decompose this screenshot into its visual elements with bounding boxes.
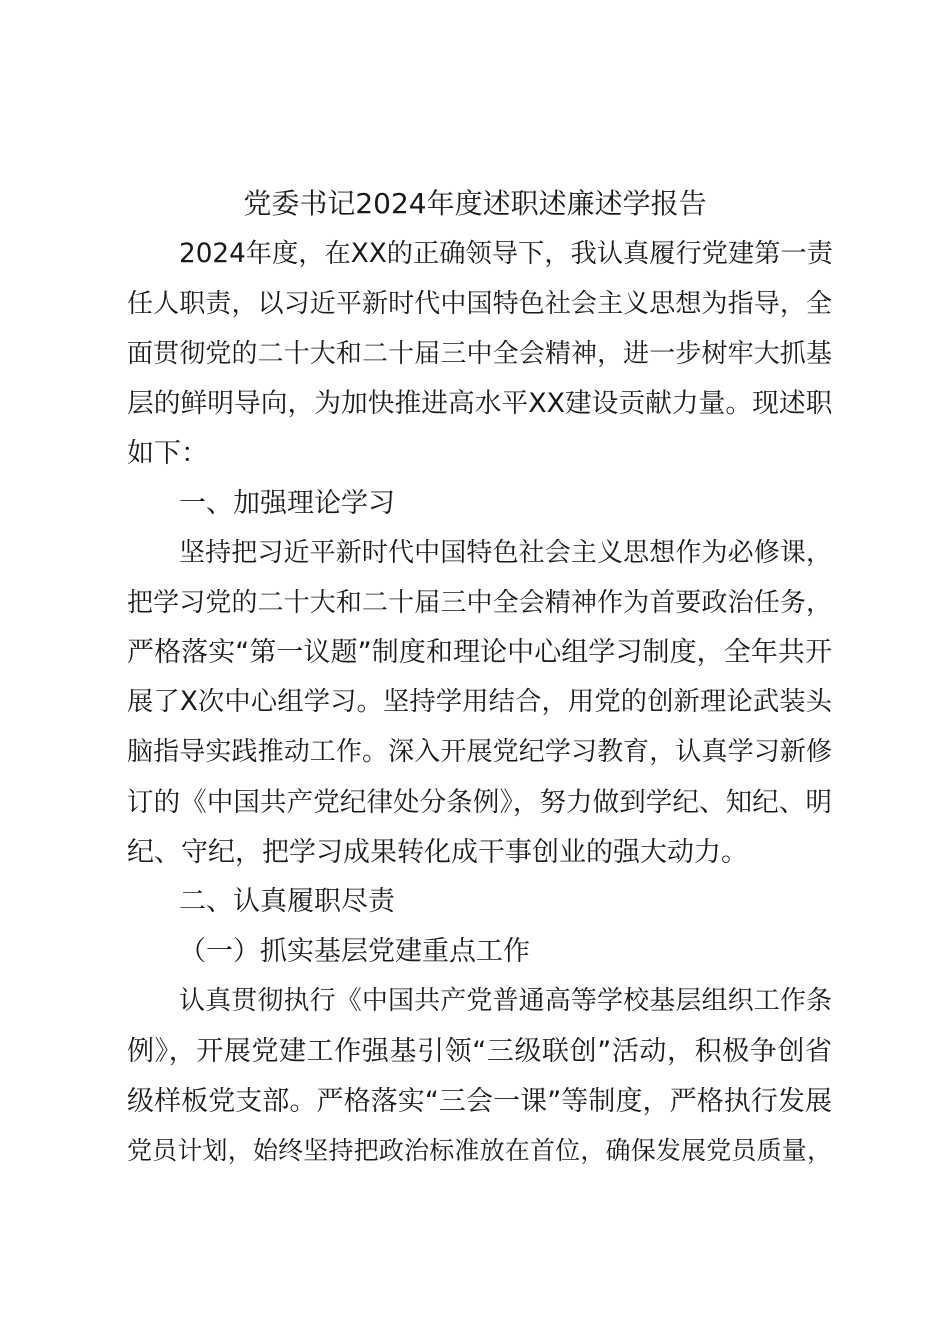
body-line: 一、加强理论学习 — [179, 487, 395, 519]
body-line: 如下： — [127, 438, 208, 470]
body-line: 层的鲜明导向，为加快推进高水平XX建设贡献力量。现述职 — [127, 388, 833, 420]
body-line: （一）抓实基层党建重点工作 — [179, 936, 530, 968]
body-line: 党员计划，始终坚持把政治标准放在首位，确保发展党员质量， — [127, 1136, 832, 1166]
body-line: 展了X次中心组学习。坚持学用结合，用党的创新理论武装头 — [127, 687, 832, 718]
document-title: 党委书记2024年度述职述廉述学报告 — [243, 187, 707, 220]
body-line: 坚持把习近平新时代中国特色社会主义思想作为必修课， — [179, 537, 832, 568]
body-line: 例》，开展党建工作强基引领“三级联创”活动，积极争创省 — [127, 1035, 832, 1067]
body-line: 认真贯彻执行《中国共产党普通高等学校基层组织工作条 — [179, 985, 832, 1016]
body-line: 2024年度，在XX的正确领导下，我认真履行党建第一责 — [179, 239, 834, 269]
body-line: 二、认真履职尽责 — [179, 886, 395, 918]
body-line: 订的《中国共产党纪律处分条例》，努力做到学纪、知纪、明 — [127, 786, 832, 818]
body-line: 严格落实“第一议题”制度和理论中心组学习制度，全年共开 — [127, 637, 832, 669]
body-line: 把学习党的二十大和二十届三中全会精神作为首要政治任务， — [127, 587, 832, 618]
body-line: 脑指导实践推动工作。深入开展党纪学习教育，认真学习新修 — [127, 736, 832, 767]
document-body — [127, 230, 832, 1176]
body-line: 面贯彻党的二十大和二十届三中全会精神，进一步树牢大抓基 — [127, 338, 832, 369]
body-line: 任人职责，以习近平新时代中国特色社会主义思想为指导，全 — [127, 288, 832, 319]
body-line: 级样板党支部。严格落实“三会一课”等制度，严格执行发展 — [127, 1085, 832, 1117]
body-line: 纪、守纪，把学习成果转化成干事创业的强大动力。 — [127, 836, 748, 868]
